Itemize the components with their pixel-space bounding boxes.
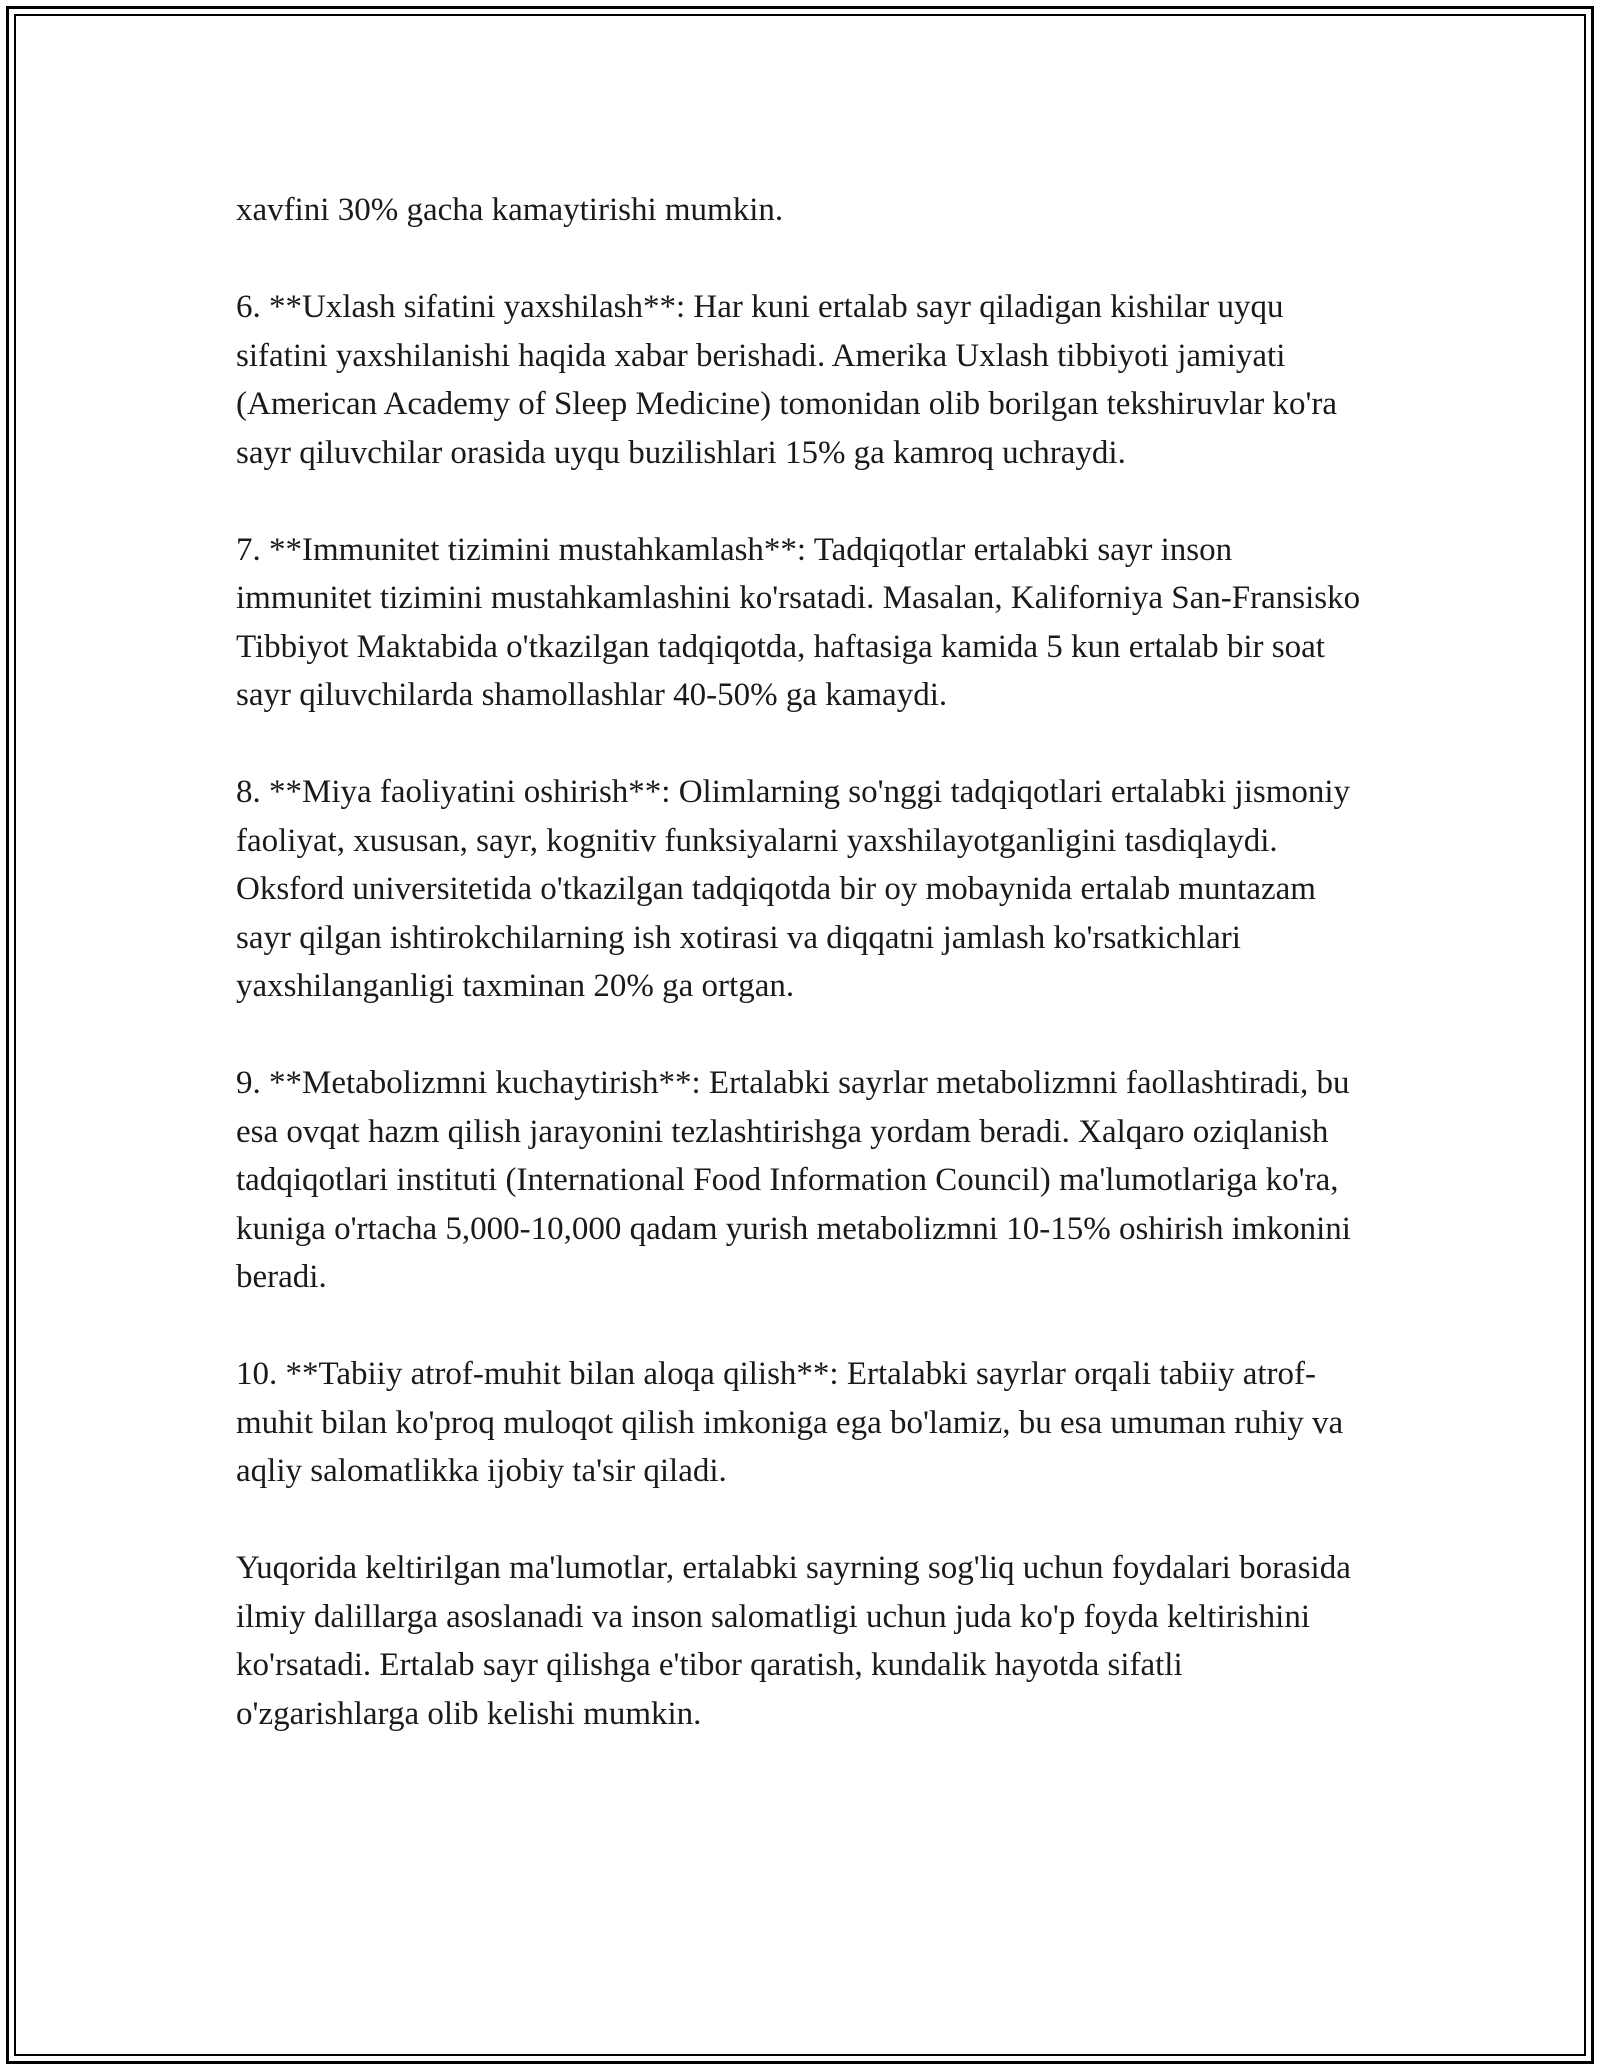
paragraph-nature-connection: 10. **Tabiiy atrof-muhit bilan aloqa qilish**: Ertalabki sayrlar orqali tabiiy atrof-muhit bilan ko'proq muloqot qilish imkoniga ega bo'lamiz, bu esa umuman ruhiy va aqliy salomatlikka ijobiy ta'sir qiladi. (236, 1356, 1344, 1489)
paragraph-continuation: xavfini 30% gacha kamaytirishi mumkin. (236, 192, 784, 228)
paragraph-conclusion: Yuqorida keltirilgan ma'lumotlar, ertalabki sayrning sog'liq uchun foydalari borasida ilmiy dalillarga asoslanadi va inson salomatligi uchun juda ko'p foyda keltirishini ko'rsatadi. Ertalab sayr qilishga e'tibor qaratish, kundalik hayotda sifatli o'zgarishlarga olib kelishi mumkin. (236, 1550, 1351, 1732)
paragraph-immune-system: 7. **Immunitet tizimini mustahkamlash**: Tadqiqotlar ertalabki sayr inson immunitet tizimini mustahkamlashini ko'rsatadi. Masalan, Kaliforniya San-Fransisko Tibbiyot Maktabida o'tkazilgan tadqiqotda, haftasiga kamida 5 kun ertalab bir soat sayr qiluvchilarda shamollashlar 40-50% ga kamaydi. (236, 531, 1361, 713)
document-body (236, 186, 1366, 1787)
paragraph-metabolism: 9. **Metabolizmni kuchaytirish**: Ertalabki sayrlar metabolizmni faollashtiradi, bu esa ovqat hazm qilish jarayonini tezlashtirishga yordam beradi. Xalqaro oziqlanish tadqiqotlari instituti (International Food Information Council) ma'lumotlariga ko'ra, kuniga o'rtacha 5,000-10,000 qadam yurish metabolizmni 10-15% oshirish imkonini beradi. (236, 1065, 1351, 1295)
paragraph-sleep-quality: 6. **Uxlash sifatini yaxshilash**: Har kuni ertalab sayr qiladigan kishilar uyqu sifatini yaxshilanishi haqida xabar berishadi. Amerika Uxlash tibbiyoti jamiyati (American Academy of Sleep Medicine) tomonidan olib borilgan tekshiruvlar ko'ra sayr qiluvchilar orasida uyqu buzilishlari 15% ga kamroq uchraydi. (236, 289, 1338, 471)
paragraph-brain-activity: 8. **Miya faoliyatini oshirish**: Olimlarning so'nggi tadqiqotlari ertalabki jismoniy faoliyat, xususan, sayr, kognitiv funksiyalarni yaxshilayotganligini tasdiqlaydi. Oksford universitetida o'tkazilgan tadqiqotda bir oy mobaynida ertalab muntazam sayr qilgan ishtirokchilarning ish xotirasi va diqqatni jamlash ko'rsatkichlari yaxshilanganligi taxminan 20% ga ortgan. (236, 774, 1351, 1004)
